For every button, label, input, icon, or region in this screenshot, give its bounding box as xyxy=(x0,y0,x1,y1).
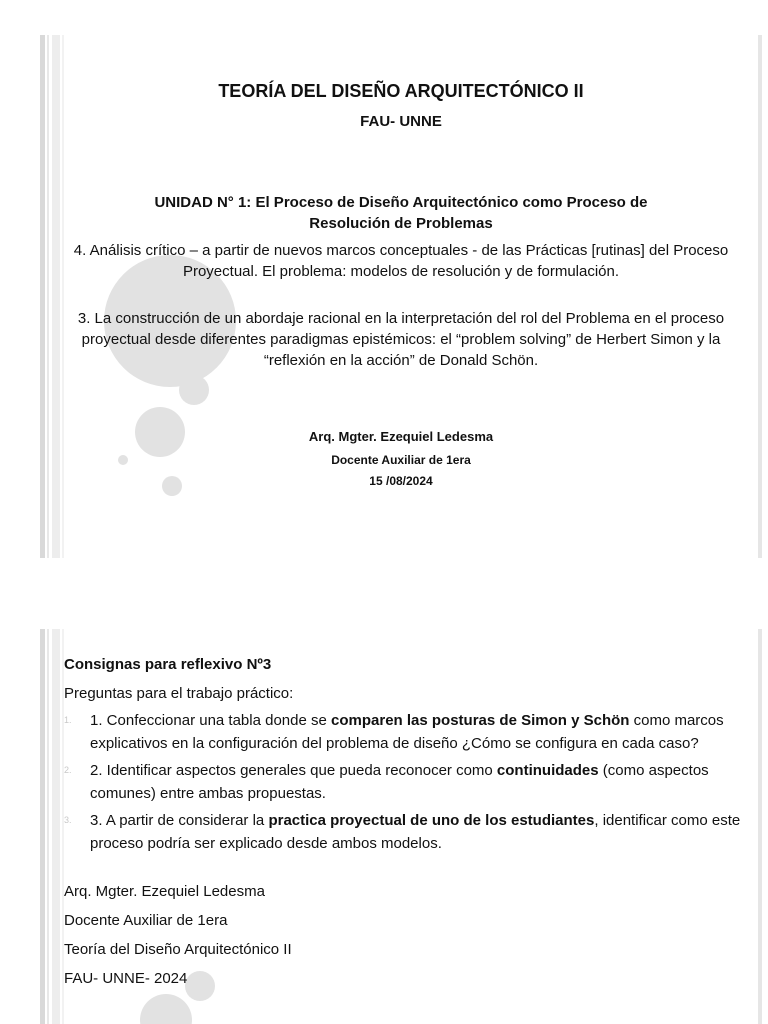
footer-institution: FAU- UNNE- 2024 xyxy=(64,970,188,987)
item-text: 2. Identificar aspectos generales que pueda reconocer como xyxy=(90,762,497,779)
slide-subtitle: FAU- UNNE xyxy=(360,113,442,130)
left-stripe-decoration xyxy=(40,629,66,1024)
list-item xyxy=(64,709,742,755)
unit-heading-line2: Resolución de Problemas xyxy=(309,215,493,232)
author-role: Docente Auxiliar de 1era xyxy=(331,453,471,467)
item-emphasis: comparen las posturas de Simon y Schön xyxy=(331,712,630,729)
item-emphasis: practica proyectual de uno de los estudiantes xyxy=(268,812,595,829)
item-text: 3. A partir de considerar la xyxy=(90,812,269,829)
footer-author: Arq. Mgter. Ezequiel Ledesma xyxy=(64,883,265,900)
item-text: , identificar como este proceso podría ser explicado desde ambos modelos. xyxy=(90,812,741,852)
assignment-intro: Preguntas para el trabajo práctico: xyxy=(64,685,294,702)
decorative-circle xyxy=(140,994,192,1024)
list-item xyxy=(64,809,742,855)
unit-heading-line1: UNIDAD N° 1: El Proceso de Diseño Arquitectónico como Proceso de xyxy=(154,194,648,211)
item-emphasis: continuidades xyxy=(496,762,599,779)
list-item-number: 3. xyxy=(64,815,72,825)
point-4-text: 4. Análisis crítico – a partir de nuevos marcos conceptuales - de las Prácticas [rutinas] del Proceso Proyectual. El problema: modelos de resolución y de formulación. xyxy=(73,242,729,280)
assignment-slide xyxy=(40,629,762,1024)
footer-role: Docente Auxiliar de 1era xyxy=(64,912,228,929)
point-3-text: 3. La construcción de un abordaje racional en la interpretación del rol del Problema en el proceso proyectual desde diferentes paradigmas epistémicos: el “problem solving” de Herbert Simon y la “reflexión en la acción” de Donald Schön. xyxy=(77,310,725,369)
list-item-number: 1. xyxy=(64,715,72,725)
item-text: (como aspectos comunes) entre ambas propuestas. xyxy=(90,762,709,802)
presentation-date: 15 /08/2024 xyxy=(369,474,433,488)
unit-heading xyxy=(80,192,722,234)
assignment-heading: Consignas para reflexivo Nº3 xyxy=(64,656,272,673)
footer-course: Teoría del Diseño Arquitectónico II xyxy=(64,941,292,958)
list-item-number: 2. xyxy=(64,765,72,775)
assignment-footer xyxy=(64,877,742,993)
item-text: como marcos explicativos en la configuración del problema de diseño ¿Cómo se configura en cada caso? xyxy=(90,712,724,752)
author-name: Arq. Mgter. Ezequiel Ledesma xyxy=(308,429,494,444)
list-item xyxy=(64,759,742,805)
slide-title: TEORÍA DEL DISEÑO ARQUITECTÓNICO II xyxy=(218,81,584,101)
title-slide xyxy=(40,35,762,558)
item-text: 1. Confeccionar una tabla donde se xyxy=(90,712,332,729)
right-stripe-decoration xyxy=(758,629,762,1024)
